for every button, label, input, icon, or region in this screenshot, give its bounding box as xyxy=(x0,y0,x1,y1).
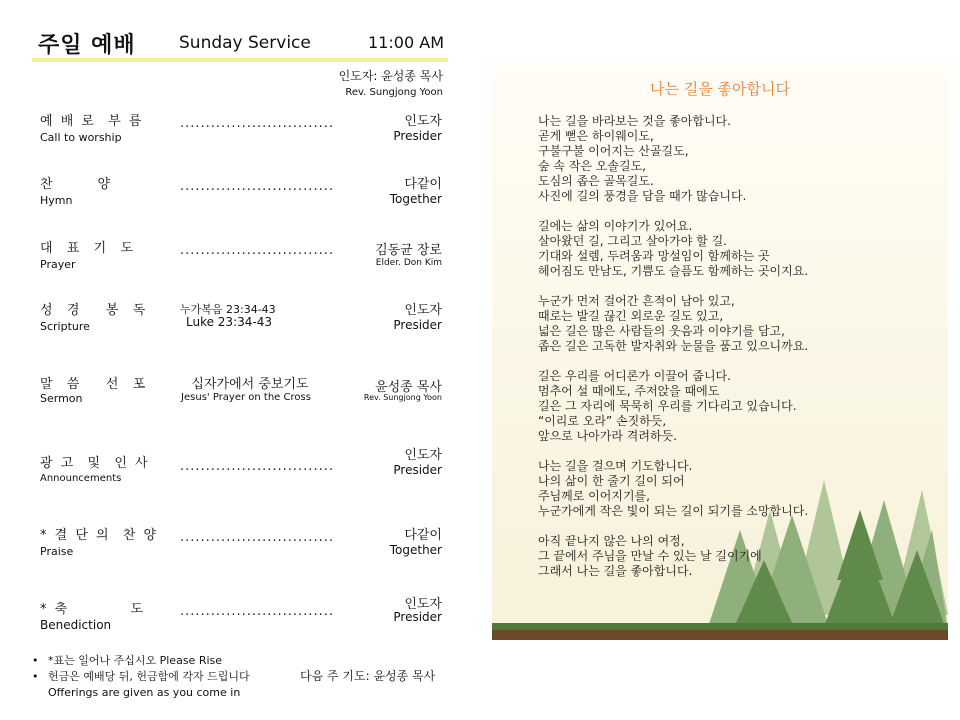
order-leader-dots: .............................. xyxy=(180,243,334,258)
order-item-sermon xyxy=(40,373,442,413)
order-label-kr: 예 배 로 부 름 xyxy=(40,114,144,129)
order-item-praise xyxy=(40,524,442,564)
poem-stanza xyxy=(538,294,938,354)
poem-line: 살아왔던 길, 그리고 살아가야 할 길. xyxy=(538,234,727,248)
order-leader-kr: 다같이 xyxy=(404,528,442,543)
order-leader-dots: .............................. xyxy=(180,530,334,545)
note-offering-en: Offerings are given as you come in xyxy=(48,686,241,699)
order-label-en: Praise xyxy=(40,545,74,558)
bulletin-notes xyxy=(30,653,250,701)
officiant-info xyxy=(339,68,443,100)
poem-body xyxy=(538,114,938,594)
order-leader-kr: 윤성종 목사 xyxy=(375,380,442,395)
order-label-en: Hymn xyxy=(40,194,73,207)
order-label-en: Call to worship xyxy=(40,131,122,144)
poem-line: 헤어짐도 만남도, 기쁨도 슬픔도 함께하는 곳이지요. xyxy=(538,264,809,278)
service-title-en: Sunday Service xyxy=(179,33,311,53)
order-leader-en: Presider xyxy=(393,463,442,477)
poem-stanza xyxy=(538,369,938,444)
order-leader-en: Together xyxy=(389,543,442,557)
header-rule xyxy=(32,58,448,62)
order-leader-en: Presider xyxy=(393,129,442,143)
officiant-en: Rev. Sungjong Yoon xyxy=(345,87,443,98)
poem-line: 그 끝에서 주님을 만날 수 있는 날 길이기에 xyxy=(538,549,762,563)
order-label-kr: 광 고 및 인 사 xyxy=(40,456,150,471)
poem-stanza xyxy=(538,114,938,204)
service-header xyxy=(36,28,446,60)
poem-stanza xyxy=(538,459,938,519)
order-label-kr: 성 경 봉 독 xyxy=(40,303,148,318)
poem-line: 길에는 삶의 이야기가 있어요. xyxy=(538,219,693,233)
order-label-kr: 말 씀 선 포 xyxy=(40,377,148,392)
order-leader-dots: .............................. xyxy=(180,116,334,131)
order-leader-dots: .............................. xyxy=(180,604,334,619)
order-leader-dots: .............................. xyxy=(180,459,334,474)
order-label-kr: 대 표 기 도 xyxy=(40,241,136,256)
order-label-en: Sermon xyxy=(40,392,83,405)
poem-title: 나는 길을 좋아합니다 xyxy=(650,80,790,98)
poem-line: 때로는 발길 끊긴 외로운 길도 있고, xyxy=(538,309,724,323)
poem-page xyxy=(492,60,948,640)
service-title-kr: 주일 예배 xyxy=(38,33,136,58)
note-offering-kr: • 헌금은 예배당 뒤, 헌금함에 각자 드립니다 xyxy=(30,669,250,685)
next-week-prayer: 다음 주 기도: 윤성종 목사 xyxy=(300,669,436,683)
poem-line: 도심의 좁은 골목길도. xyxy=(538,174,654,188)
poem-line: 길은 우리를 어디론가 이끌어 줍니다. xyxy=(538,369,731,383)
order-leader-kr: 다같이 xyxy=(404,177,442,192)
sermon-title-kr: 십자가에서 중보기도 xyxy=(191,377,309,392)
order-leader-kr: 김동균 장로 xyxy=(375,243,442,258)
scripture-reference-kr: 누가복음 23:34-43 xyxy=(180,303,276,316)
order-label-en: Scripture xyxy=(40,320,90,333)
order-label-en: Announcements xyxy=(40,473,122,484)
poem-line: 멈추어 설 때에도, 주저앉을 때에도 xyxy=(538,384,720,398)
order-label-kr: 찬 양 xyxy=(40,177,113,192)
poem-line: 숲 속 작은 오솔길도, xyxy=(538,159,646,173)
poem-line: 좁은 길은 고독한 발자취와 눈물을 품고 있으니까요. xyxy=(538,339,809,353)
order-item-hymn xyxy=(40,173,442,213)
poem-line: 누군가에게 작은 빛이 되는 길이 되기를 소망합니다. xyxy=(538,504,809,518)
order-leader-en: Presider xyxy=(393,318,442,332)
poem-line: 사진에 길의 풍경을 담을 때가 많습니다. xyxy=(538,189,747,203)
poem-line: 나는 길을 걸으며 기도합니다. xyxy=(538,459,693,473)
order-item-call-to-worship xyxy=(40,110,442,150)
poem-stanza xyxy=(538,534,938,579)
order-item-announcements xyxy=(40,448,442,492)
order-item-scripture xyxy=(40,299,442,339)
officiant-kr: 인도자: 윤성종 목사 xyxy=(338,69,443,83)
order-leader-en: Elder. Don Kim xyxy=(375,258,442,268)
poem-line: “이리로 오라” 손짓하듯, xyxy=(538,414,667,428)
order-label-en: Benediction xyxy=(40,618,112,632)
poem-line: 아직 끝나지 않은 나의 여정, xyxy=(538,534,685,548)
poem-stanza xyxy=(538,219,938,279)
order-leader-dots: .............................. xyxy=(180,179,334,194)
poem-line: 그래서 나는 길을 좋아합니다. xyxy=(538,564,693,578)
order-item-benediction xyxy=(40,598,442,638)
poem-line: 구불구불 이어지는 산골길도, xyxy=(538,144,689,158)
sermon-title-en: Jesus' Prayer on the Cross xyxy=(181,392,311,403)
order-label-kr: * 축 도 xyxy=(40,602,146,617)
poem-line: 주님께로 이어지기를, xyxy=(538,489,650,503)
order-label-en: Prayer xyxy=(40,258,76,271)
order-leader-en: Rev. Sungjong Yoon xyxy=(363,393,442,402)
scripture-reference-en: Luke 23:34-43 xyxy=(186,315,272,329)
poem-line: 누군가 먼저 걸어간 흔적이 남아 있고, xyxy=(538,294,735,308)
poem-line: 길은 그 자리에 묵묵히 우리를 기다리고 있습니다. xyxy=(538,399,797,413)
poem-line: 나의 삶이 한 줄기 길이 되어 xyxy=(538,474,685,488)
order-leader-en: Presider xyxy=(393,610,442,624)
order-leader-kr: 인도자 xyxy=(404,597,442,612)
order-leader-en: Together xyxy=(389,192,442,206)
service-time: 11:00 AM xyxy=(368,33,444,52)
order-item-prayer xyxy=(40,237,442,277)
poem-line: 나는 길을 바라보는 것을 좋아합니다. xyxy=(538,114,731,128)
order-label-kr: * 결 단 의 찬 양 xyxy=(40,528,159,543)
order-leader-kr: 인도자 xyxy=(404,448,442,463)
poem-line: 넓은 길은 많은 사람들의 웃음과 이야기를 담고, xyxy=(538,324,785,338)
poem-line: 앞으로 나아가라 격려하듯. xyxy=(538,429,677,443)
order-leader-kr: 인도자 xyxy=(404,303,442,318)
order-leader-kr: 인도자 xyxy=(404,114,442,129)
note-please-rise: • *표는 일어나 주십시오 Please Rise xyxy=(30,653,250,669)
poem-line: 기대와 설렘, 두려움과 망설임이 함께하는 곳 xyxy=(538,249,770,263)
poem-line: 곧게 뻗은 하이웨이도, xyxy=(538,129,654,143)
